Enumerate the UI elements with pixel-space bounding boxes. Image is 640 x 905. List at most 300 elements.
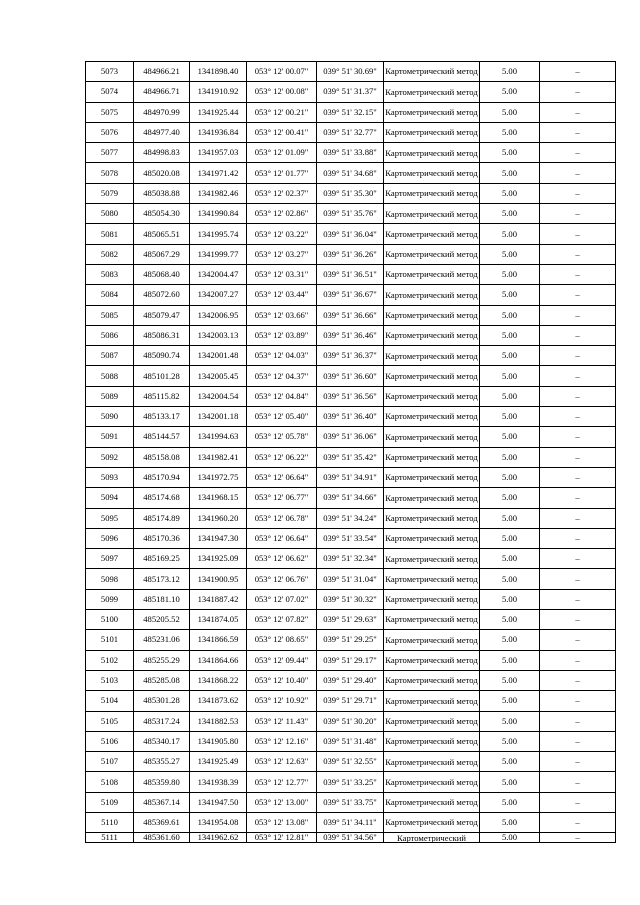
latitude-cell: 053° 12' 03.27" [247, 244, 317, 264]
latitude-cell: 053° 12' 10.40" [247, 670, 317, 690]
y-coordinate-cell: 1341882.53 [190, 711, 247, 731]
longitude-cell: 039° 51' 36.37" [317, 346, 384, 366]
longitude-cell: 039° 51' 30.32" [317, 589, 384, 609]
note-cell: – [540, 264, 616, 284]
y-coordinate-cell: 1342001.18 [190, 407, 247, 427]
method-cell: Картометрический метод [384, 366, 480, 386]
table-row [86, 467, 616, 487]
note-cell: – [540, 366, 616, 386]
latitude-cell: 053° 12' 04.84" [247, 386, 317, 406]
longitude-cell: 039° 51' 31.37" [317, 82, 384, 102]
accuracy-cell: 5.00 [480, 62, 540, 82]
x-coordinate-cell: 485079.47 [134, 305, 190, 325]
method-cell: Картометрический метод [384, 731, 480, 751]
note-cell: – [540, 204, 616, 224]
point-number-cell: 5103 [86, 670, 134, 690]
longitude-cell: 039° 51' 29.40" [317, 670, 384, 690]
note-cell: – [540, 82, 616, 102]
x-coordinate-cell: 484970.99 [134, 102, 190, 122]
x-coordinate-cell: 485301.28 [134, 691, 190, 711]
note-cell: – [540, 589, 616, 609]
point-number-cell: 5075 [86, 102, 134, 122]
note-cell: – [540, 346, 616, 366]
latitude-cell: 053° 12' 12.77" [247, 772, 317, 792]
table-row [86, 670, 616, 690]
method-cell: Картометрический метод [384, 752, 480, 772]
y-coordinate-cell: 1341968.15 [190, 488, 247, 508]
point-number-cell: 5091 [86, 427, 134, 447]
table-row [86, 569, 616, 589]
accuracy-cell: 5.00 [480, 549, 540, 569]
table-row [86, 264, 616, 284]
longitude-cell: 039° 51' 31.04" [317, 569, 384, 589]
x-coordinate-cell: 485169.25 [134, 549, 190, 569]
note-cell: – [540, 650, 616, 670]
accuracy-cell: 5.00 [480, 163, 540, 183]
accuracy-cell: 5.00 [480, 346, 540, 366]
longitude-cell: 039° 51' 32.55" [317, 752, 384, 772]
point-number-cell: 5111 [86, 833, 134, 843]
y-coordinate-cell: 1341900.95 [190, 569, 247, 589]
y-coordinate-cell: 1341971.42 [190, 163, 247, 183]
method-cell: Картометрический метод [384, 264, 480, 284]
point-number-cell: 5094 [86, 488, 134, 508]
note-cell: – [540, 528, 616, 548]
coordinates-table [85, 61, 616, 843]
x-coordinate-cell: 485285.08 [134, 670, 190, 690]
latitude-cell: 053° 12' 12.63" [247, 752, 317, 772]
method-cell: Картометрический метод [384, 610, 480, 630]
longitude-cell: 039° 51' 29.25" [317, 630, 384, 650]
point-number-cell: 5081 [86, 224, 134, 244]
table-body [86, 62, 616, 843]
y-coordinate-cell: 1341868.22 [190, 670, 247, 690]
point-number-cell: 5108 [86, 772, 134, 792]
x-coordinate-cell: 484977.40 [134, 122, 190, 142]
point-number-cell: 5080 [86, 204, 134, 224]
longitude-cell: 039° 51' 36.04" [317, 224, 384, 244]
accuracy-cell: 5.00 [480, 407, 540, 427]
table-row [86, 82, 616, 102]
accuracy-cell: 5.00 [480, 305, 540, 325]
y-coordinate-cell: 1341898.40 [190, 62, 247, 82]
latitude-cell: 053° 12' 04.37" [247, 366, 317, 386]
table-row [86, 224, 616, 244]
point-number-cell: 5109 [86, 792, 134, 812]
x-coordinate-cell: 485173.12 [134, 569, 190, 589]
note-cell: – [540, 427, 616, 447]
longitude-cell: 039° 51' 33.88" [317, 143, 384, 163]
method-cell: Картометрический метод [384, 224, 480, 244]
note-cell: – [540, 244, 616, 264]
x-coordinate-cell: 485065.51 [134, 224, 190, 244]
longitude-cell: 039° 51' 35.42" [317, 447, 384, 467]
accuracy-cell: 5.00 [480, 264, 540, 284]
latitude-cell: 053° 12' 02.86" [247, 204, 317, 224]
note-cell: – [540, 183, 616, 203]
note-cell: – [540, 305, 616, 325]
table-row [86, 62, 616, 82]
x-coordinate-cell: 484966.21 [134, 62, 190, 82]
longitude-cell: 039° 51' 34.91" [317, 467, 384, 487]
method-cell: Картометрический метод [384, 122, 480, 142]
note-cell: – [540, 630, 616, 650]
longitude-cell: 039° 51' 33.75" [317, 792, 384, 812]
point-number-cell: 5082 [86, 244, 134, 264]
y-coordinate-cell: 1341910.92 [190, 82, 247, 102]
accuracy-cell: 5.00 [480, 143, 540, 163]
method-cell: Картометрический метод [384, 82, 480, 102]
note-cell: – [540, 670, 616, 690]
note-cell: – [540, 731, 616, 751]
y-coordinate-cell: 1341995.74 [190, 224, 247, 244]
x-coordinate-cell: 485369.61 [134, 812, 190, 832]
y-coordinate-cell: 1341925.09 [190, 549, 247, 569]
x-coordinate-cell: 485174.89 [134, 508, 190, 528]
latitude-cell: 053° 12' 02.37" [247, 183, 317, 203]
method-cell: Картометрический метод [384, 62, 480, 82]
table-row [86, 731, 616, 751]
latitude-cell: 053° 12' 09.44" [247, 650, 317, 670]
method-cell: Картометрический метод [384, 285, 480, 305]
table-row [86, 833, 616, 843]
longitude-cell: 039° 51' 36.67" [317, 285, 384, 305]
table-row [86, 589, 616, 609]
method-cell: Картометрический метод [384, 772, 480, 792]
note-cell: – [540, 143, 616, 163]
longitude-cell: 039° 51' 36.66" [317, 305, 384, 325]
table-row [86, 549, 616, 569]
latitude-cell: 053° 12' 13.00" [247, 792, 317, 812]
note-cell: – [540, 447, 616, 467]
accuracy-cell: 5.00 [480, 772, 540, 792]
x-coordinate-cell: 485367.14 [134, 792, 190, 812]
method-cell: Картометрический метод [384, 549, 480, 569]
accuracy-cell: 5.00 [480, 386, 540, 406]
longitude-cell: 039° 51' 30.69" [317, 62, 384, 82]
accuracy-cell: 5.00 [480, 204, 540, 224]
table-row [86, 528, 616, 548]
latitude-cell: 053° 12' 12.81" [247, 833, 317, 843]
y-coordinate-cell: 1341887.42 [190, 589, 247, 609]
method-cell: Картометрический метод [384, 143, 480, 163]
longitude-cell: 039° 51' 35.76" [317, 204, 384, 224]
note-cell: – [540, 772, 616, 792]
point-number-cell: 5078 [86, 163, 134, 183]
x-coordinate-cell: 485115.82 [134, 386, 190, 406]
x-coordinate-cell: 484998.83 [134, 143, 190, 163]
method-cell: Картометрический метод [384, 650, 480, 670]
longitude-cell: 039° 51' 29.17" [317, 650, 384, 670]
accuracy-cell: 5.00 [480, 670, 540, 690]
method-cell: Картометрический метод [384, 305, 480, 325]
latitude-cell: 053° 12' 12.16" [247, 731, 317, 751]
accuracy-cell: 5.00 [480, 488, 540, 508]
table-row [86, 325, 616, 345]
method-cell: Картометрический метод [384, 325, 480, 345]
table-row [86, 691, 616, 711]
latitude-cell: 053° 12' 07.82" [247, 610, 317, 630]
accuracy-cell: 5.00 [480, 82, 540, 102]
latitude-cell: 053° 12' 03.31" [247, 264, 317, 284]
table-row [86, 204, 616, 224]
accuracy-cell: 5.00 [480, 325, 540, 345]
y-coordinate-cell: 1341972.75 [190, 467, 247, 487]
point-number-cell: 5074 [86, 82, 134, 102]
longitude-cell: 039° 51' 31.48" [317, 731, 384, 751]
longitude-cell: 039° 51' 36.51" [317, 264, 384, 284]
table-row [86, 650, 616, 670]
accuracy-cell: 5.00 [480, 731, 540, 751]
y-coordinate-cell: 1341962.62 [190, 833, 247, 843]
latitude-cell: 053° 12' 03.44" [247, 285, 317, 305]
method-cell: Картометрический метод [384, 812, 480, 832]
point-number-cell: 5084 [86, 285, 134, 305]
y-coordinate-cell: 1342003.13 [190, 325, 247, 345]
latitude-cell: 053° 12' 00.21" [247, 102, 317, 122]
longitude-cell: 039° 51' 36.46" [317, 325, 384, 345]
point-number-cell: 5088 [86, 366, 134, 386]
point-number-cell: 5098 [86, 569, 134, 589]
table-row [86, 447, 616, 467]
longitude-cell: 039° 51' 33.54" [317, 528, 384, 548]
longitude-cell: 039° 51' 34.68" [317, 163, 384, 183]
method-cell: Картометрический метод [384, 528, 480, 548]
point-number-cell: 5090 [86, 407, 134, 427]
point-number-cell: 5100 [86, 610, 134, 630]
x-coordinate-cell: 485020.08 [134, 163, 190, 183]
note-cell: – [540, 812, 616, 832]
note-cell: – [540, 467, 616, 487]
accuracy-cell: 5.00 [480, 102, 540, 122]
accuracy-cell: 5.00 [480, 650, 540, 670]
table-row [86, 143, 616, 163]
point-number-cell: 5087 [86, 346, 134, 366]
point-number-cell: 5095 [86, 508, 134, 528]
x-coordinate-cell: 485133.17 [134, 407, 190, 427]
table-row [86, 122, 616, 142]
table-row [86, 508, 616, 528]
note-cell: – [540, 62, 616, 82]
note-cell: – [540, 325, 616, 345]
table-row [86, 772, 616, 792]
method-cell: Картометрический метод [384, 386, 480, 406]
note-cell: – [540, 102, 616, 122]
longitude-cell: 039° 51' 29.71" [317, 691, 384, 711]
note-cell: – [540, 224, 616, 244]
y-coordinate-cell: 1341905.80 [190, 731, 247, 751]
method-cell: Картометрический метод [384, 488, 480, 508]
method-cell: Картометрический метод [384, 346, 480, 366]
method-cell: Картометрический метод [384, 630, 480, 650]
longitude-cell: 039° 51' 34.11" [317, 812, 384, 832]
x-coordinate-cell: 485101.28 [134, 366, 190, 386]
x-coordinate-cell: 485170.36 [134, 528, 190, 548]
accuracy-cell: 5.00 [480, 630, 540, 650]
latitude-cell: 053° 12' 06.64" [247, 528, 317, 548]
method-cell: Картометрический метод [384, 427, 480, 447]
table-row [86, 752, 616, 772]
point-number-cell: 5079 [86, 183, 134, 203]
point-number-cell: 5089 [86, 386, 134, 406]
method-cell: Картометрический метод [384, 569, 480, 589]
method-cell: Картометрический метод [384, 670, 480, 690]
table-row [86, 305, 616, 325]
x-coordinate-cell: 485355.27 [134, 752, 190, 772]
latitude-cell: 053° 12' 05.40" [247, 407, 317, 427]
note-cell: – [540, 386, 616, 406]
y-coordinate-cell: 1342005.45 [190, 366, 247, 386]
point-number-cell: 5110 [86, 812, 134, 832]
accuracy-cell: 5.00 [480, 244, 540, 264]
latitude-cell: 053° 12' 06.77" [247, 488, 317, 508]
point-number-cell: 5073 [86, 62, 134, 82]
table-row [86, 183, 616, 203]
x-coordinate-cell: 485067.29 [134, 244, 190, 264]
y-coordinate-cell: 1341990.84 [190, 204, 247, 224]
latitude-cell: 053° 12' 04.03" [247, 346, 317, 366]
longitude-cell: 039° 51' 34.66" [317, 488, 384, 508]
accuracy-cell: 5.00 [480, 589, 540, 609]
longitude-cell: 039° 51' 36.60" [317, 366, 384, 386]
longitude-cell: 039° 51' 32.34" [317, 549, 384, 569]
longitude-cell: 039° 51' 32.15" [317, 102, 384, 122]
point-number-cell: 5097 [86, 549, 134, 569]
latitude-cell: 053° 12' 00.41" [247, 122, 317, 142]
point-number-cell: 5104 [86, 691, 134, 711]
longitude-cell: 039° 51' 36.56" [317, 386, 384, 406]
note-cell: – [540, 711, 616, 731]
x-coordinate-cell: 485181.10 [134, 589, 190, 609]
table-row [86, 427, 616, 447]
note-cell: – [540, 610, 616, 630]
accuracy-cell: 5.00 [480, 285, 540, 305]
point-number-cell: 5086 [86, 325, 134, 345]
note-cell: – [540, 122, 616, 142]
method-cell: Картометрический метод [384, 711, 480, 731]
table-row [86, 386, 616, 406]
x-coordinate-cell: 484966.71 [134, 82, 190, 102]
note-cell: – [540, 407, 616, 427]
note-cell: – [540, 163, 616, 183]
point-number-cell: 5107 [86, 752, 134, 772]
x-coordinate-cell: 485144.57 [134, 427, 190, 447]
accuracy-cell: 5.00 [480, 812, 540, 832]
table-row [86, 366, 616, 386]
accuracy-cell: 5.00 [480, 792, 540, 812]
method-cell: Картометрический метод [384, 183, 480, 203]
latitude-cell: 053° 12' 01.77" [247, 163, 317, 183]
table-row [86, 285, 616, 305]
accuracy-cell: 5.00 [480, 528, 540, 548]
x-coordinate-cell: 485361.60 [134, 833, 190, 843]
latitude-cell: 053° 12' 03.66" [247, 305, 317, 325]
x-coordinate-cell: 485255.29 [134, 650, 190, 670]
longitude-cell: 039° 51' 36.26" [317, 244, 384, 264]
point-number-cell: 5106 [86, 731, 134, 751]
y-coordinate-cell: 1342004.54 [190, 386, 247, 406]
latitude-cell: 053° 12' 03.89" [247, 325, 317, 345]
longitude-cell: 039° 51' 33.25" [317, 772, 384, 792]
accuracy-cell: 5.00 [480, 366, 540, 386]
point-number-cell: 5099 [86, 589, 134, 609]
y-coordinate-cell: 1341960.20 [190, 508, 247, 528]
method-cell: Картометрический [384, 833, 480, 843]
y-coordinate-cell: 1342001.48 [190, 346, 247, 366]
longitude-cell: 039° 51' 34.24" [317, 508, 384, 528]
latitude-cell: 053° 12' 01.09" [247, 143, 317, 163]
x-coordinate-cell: 485086.31 [134, 325, 190, 345]
point-number-cell: 5093 [86, 467, 134, 487]
table-row [86, 346, 616, 366]
point-number-cell: 5092 [86, 447, 134, 467]
x-coordinate-cell: 485054.30 [134, 204, 190, 224]
point-number-cell: 5101 [86, 630, 134, 650]
y-coordinate-cell: 1341874.05 [190, 610, 247, 630]
latitude-cell: 053° 12' 06.22" [247, 447, 317, 467]
note-cell: – [540, 752, 616, 772]
y-coordinate-cell: 1341957.03 [190, 143, 247, 163]
note-cell: – [540, 833, 616, 843]
x-coordinate-cell: 485340.17 [134, 731, 190, 751]
x-coordinate-cell: 485090.74 [134, 346, 190, 366]
method-cell: Картометрический метод [384, 467, 480, 487]
table-row [86, 102, 616, 122]
point-number-cell: 5102 [86, 650, 134, 670]
latitude-cell: 053° 12' 03.22" [247, 224, 317, 244]
note-cell: – [540, 488, 616, 508]
method-cell: Картометрический метод [384, 447, 480, 467]
note-cell: – [540, 508, 616, 528]
x-coordinate-cell: 485038.88 [134, 183, 190, 203]
table-row [86, 407, 616, 427]
point-number-cell: 5096 [86, 528, 134, 548]
table-row [86, 630, 616, 650]
method-cell: Картометрический метод [384, 204, 480, 224]
latitude-cell: 053° 12' 00.08" [247, 82, 317, 102]
longitude-cell: 039° 51' 34.56" [317, 833, 384, 843]
point-number-cell: 5083 [86, 264, 134, 284]
longitude-cell: 039° 51' 36.40" [317, 407, 384, 427]
method-cell: Картометрический метод [384, 407, 480, 427]
y-coordinate-cell: 1342007.27 [190, 285, 247, 305]
x-coordinate-cell: 485068.40 [134, 264, 190, 284]
table-row [86, 244, 616, 264]
accuracy-cell: 5.00 [480, 467, 540, 487]
accuracy-cell: 5.00 [480, 711, 540, 731]
y-coordinate-cell: 1342004.47 [190, 264, 247, 284]
table-row [86, 711, 616, 731]
note-cell: – [540, 691, 616, 711]
point-number-cell: 5085 [86, 305, 134, 325]
x-coordinate-cell: 485359.80 [134, 772, 190, 792]
x-coordinate-cell: 485174.68 [134, 488, 190, 508]
accuracy-cell: 5.00 [480, 427, 540, 447]
method-cell: Картометрический метод [384, 244, 480, 264]
latitude-cell: 053° 12' 07.02" [247, 589, 317, 609]
method-cell: Картометрический метод [384, 102, 480, 122]
table-row [86, 610, 616, 630]
y-coordinate-cell: 1341925.49 [190, 752, 247, 772]
x-coordinate-cell: 485317.24 [134, 711, 190, 731]
y-coordinate-cell: 1341936.84 [190, 122, 247, 142]
note-cell: – [540, 792, 616, 812]
table-row [86, 163, 616, 183]
method-cell: Картометрический метод [384, 163, 480, 183]
accuracy-cell: 5.00 [480, 183, 540, 203]
x-coordinate-cell: 485072.60 [134, 285, 190, 305]
latitude-cell: 053° 12' 11.43" [247, 711, 317, 731]
